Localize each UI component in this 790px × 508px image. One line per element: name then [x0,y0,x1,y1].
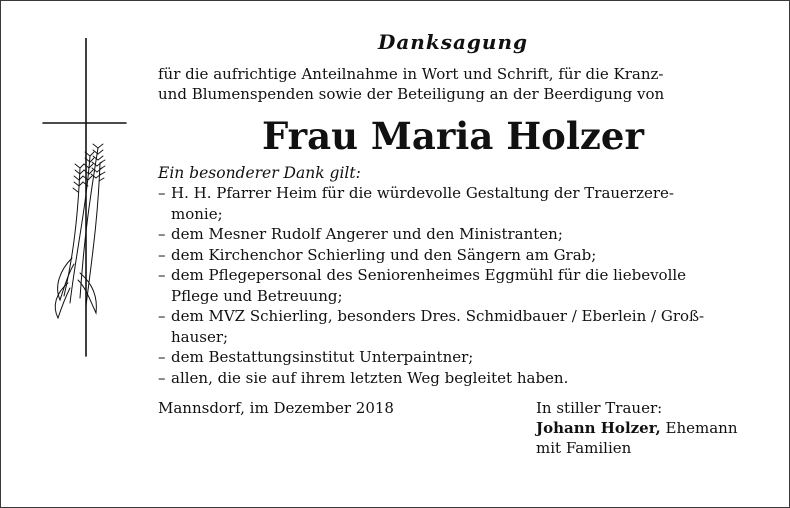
list-item-text: Pflege und Betreuung; [171,286,343,305]
list-item [158,265,748,306]
dash: – [158,348,166,366]
list-item-text: H. H. Pfarrer Heim für die würdevolle Gestaltung der Trauerzere- [171,184,674,202]
place-date: Mannsdorf, im Dezember 2018 [158,399,394,417]
list-item-text: hauser; [171,327,229,346]
thanks-list [158,183,748,388]
signature-intro: In stiller Trauer: [536,399,663,417]
dash: – [158,184,166,202]
notice-heading: Danksagung [378,30,528,54]
list-item [158,183,748,224]
intro-line: und Blumenspenden sowie der Beteiligung an der Beerdigung von [158,85,665,103]
dash: – [158,307,166,325]
dash: – [158,368,166,387]
notice-content [158,30,748,468]
list-item-text: dem Mesner Rudolf Angerer und den Ministranten; [171,225,563,243]
signature-name: Johann Holzer, [536,419,661,437]
signature-block [536,398,738,458]
list-item [158,306,748,347]
list-item-text: dem Kirchenchor Schierling und den Sängern am Grab; [171,245,597,264]
list-item-text: dem Pflegepersonal des Seniorenheimes Eggmühl für die liebevolle [171,266,687,284]
list-item-text: dem MVZ Schierling, besonders Dres. Schmidbauer / Eberlein / Groß- [171,307,705,325]
signature-family: mit Familien [536,439,632,457]
cross-with-wheat-icon [40,38,130,358]
deceased-name: Frau Maria Holzer [262,114,644,158]
intro-line: für die aufrichtige Anteilnahme in Wort und Schrift, für die Kranz- [158,65,664,83]
intro-text [158,64,748,104]
list-item-text: allen, die sie auf ihrem letzten Weg begleitet haben. [171,368,569,387]
notice-footer [158,398,748,468]
thanks-title: Ein besonderer Dank gilt: [158,164,361,182]
list-item [158,347,748,368]
dash: – [158,266,166,284]
list-item-text: monie; [171,204,223,223]
signature-line [536,418,738,438]
list-item [158,245,748,266]
signature-role: Ehemann [665,419,738,437]
dash: – [158,245,166,264]
dash: – [158,225,166,243]
list-item [158,368,748,389]
list-item [158,224,748,245]
list-item-text: dem Bestattungsinstitut Unterpaintner; [171,348,474,366]
